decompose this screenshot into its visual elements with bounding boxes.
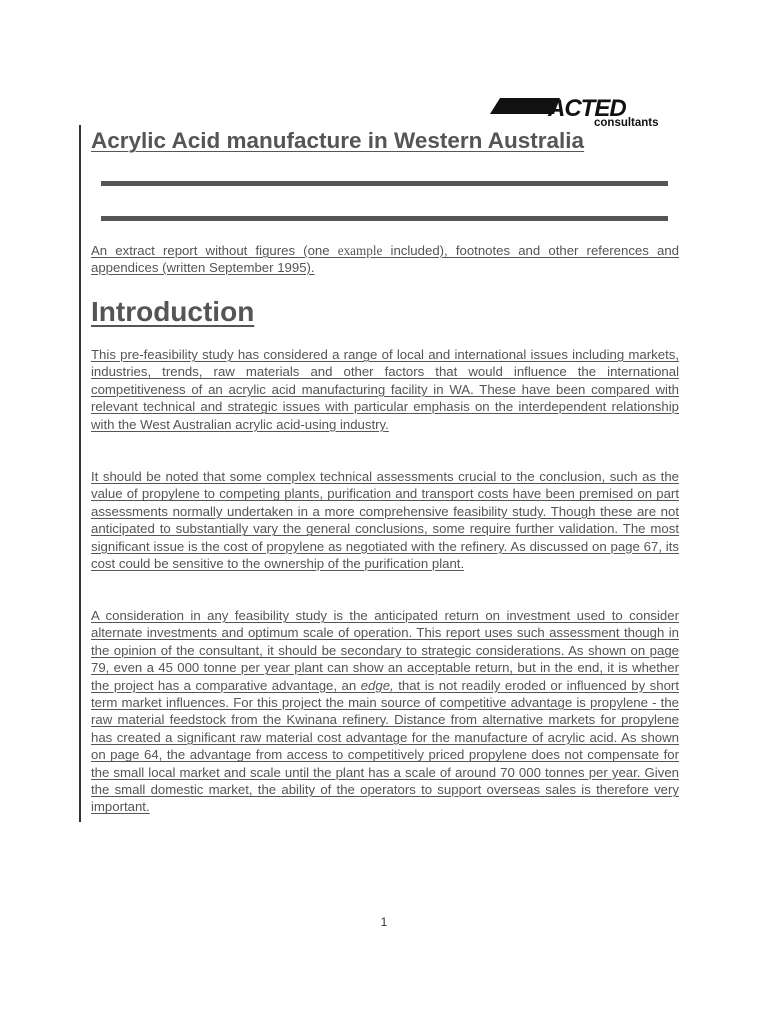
intro-note-text: included), footnotes and other references and appendices (written September 1995). — [91, 243, 679, 275]
logo-brand: ACTED — [548, 95, 626, 122]
paragraph — [91, 346, 679, 433]
horizontal-rule — [101, 216, 668, 221]
revision-change-bar — [79, 125, 81, 822]
paragraph-text: that is not readily eroded or influenced by short term market influences. For this project the main source of competitive advantage is propylene - the raw material feedstock from the Kwinana refinery. Distance from alternative markets for propylene has created a significant raw material cost advantage for the manufacture of acrylic acid. As shown on page 64, the advantage from access to competitively priced propylene does not compensate for the small local market and scale until the plant has a scale of around 70 000 tonnes per year. Given the small domestic market, the ability of the operators to support overseas sales is therefore very important. — [91, 677, 679, 815]
document-title: Acrylic Acid manufacture in Western Australia — [91, 128, 585, 153]
document-body — [91, 126, 679, 815]
example-link[interactable]: example — [337, 243, 383, 258]
acted-logo-graphic — [490, 92, 680, 128]
emphasis-text: edge, — [360, 677, 394, 693]
paragraph — [91, 468, 679, 572]
paragraph-text: It should be noted that some complex technical assessments crucial to the conclusion, such as the value of propylene to competing plants, purification and transport costs have been premised on part assessments normally undertaken in a more comprehensive feasibility study. Though these are not anticipated to substantially vary the general conclusions, some require further validation. The most significant issue is the cost of propylene as negotiated with the refinery. As discussed on page 67, its cost could be sensitive to the ownership of the purification plant. — [91, 469, 679, 572]
paragraph-text: This pre-feasibility study has considered a range of local and international issues including markets, industries, trends, raw materials and other factors that would influence the international competitiveness of an acrylic acid manufacturing facility in WA. These have been compared with relevant technical and strategic issues with particular emphasis on the interdependent relationship with the West Australian acrylic acid-using industry. — [91, 347, 679, 432]
intro-note-text: An extract report without figures (one — [91, 243, 338, 258]
paragraph-text: A consideration in any feasibility study is the anticipated return on investment used to consider alternate investments and optimum scale of operation. This report uses such assessment though in the opinion of the consultant, it should be secondary to strategic considerations. As shown on page 79, even a 45 000 tonne per year plant can show an acceptable return, but in the end, it is whether the project has a comparative advantage, an — [91, 608, 679, 693]
logo-subtitle: consultants — [594, 117, 659, 128]
intro-note — [91, 242, 679, 276]
paragraph — [91, 607, 679, 816]
horizontal-rule — [101, 181, 668, 186]
acted-logo — [490, 92, 680, 128]
page-number: 1 — [380, 915, 388, 929]
section-heading: Introduction — [91, 296, 255, 327]
